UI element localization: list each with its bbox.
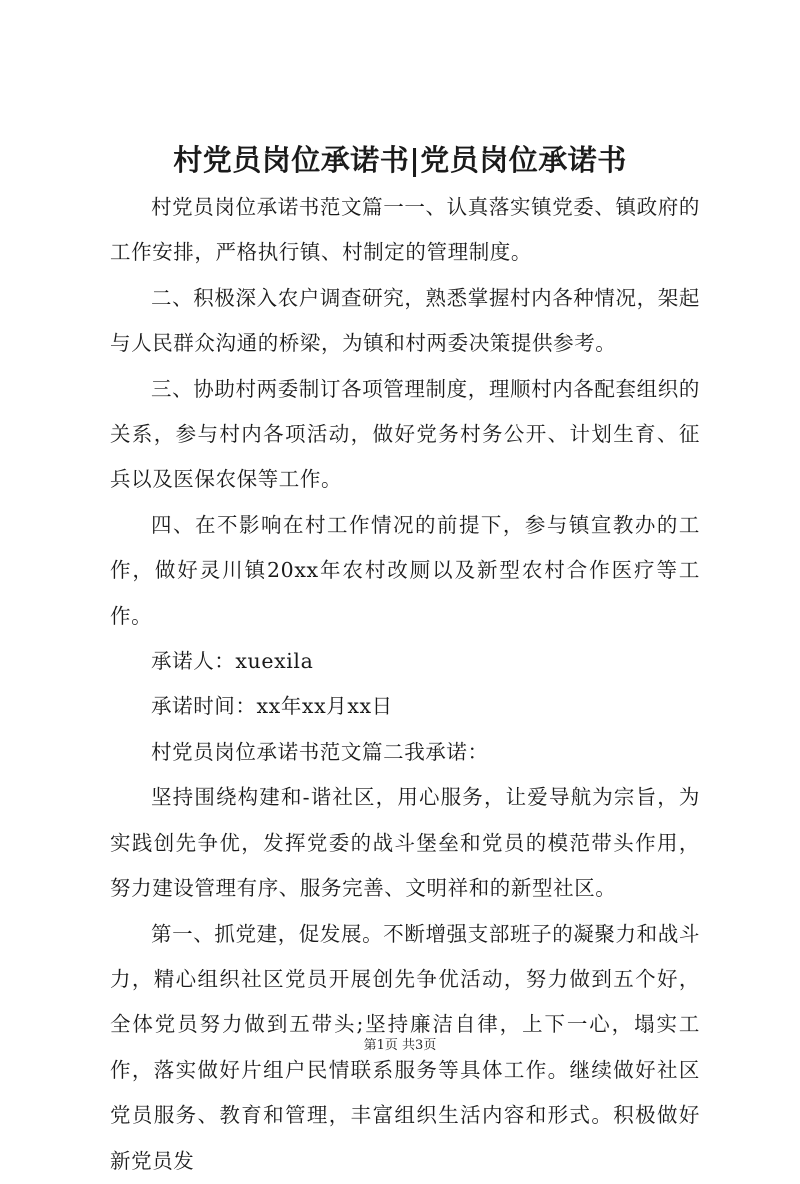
paragraph-3: 三、协助村两委制订各项管理制度，理顺村内各配套组织的关系，参与村内各项活动，做好党务村务公开、计划生育、征兵以及医保农保等工作。 bbox=[110, 376, 700, 492]
paragraph-1: 村党员岗位承诺书范文篇一一、认真落实镇党委、镇政府的工作安排，严格执行镇、村制定的管理制度。 bbox=[110, 195, 700, 265]
paragraph-4: 四、在不影响在村工作情况的前提下，参与镇宣教办的工作，做好灵川镇20xx年农村改厕以及新型农村合作医疗等工作。 bbox=[110, 512, 700, 628]
promisor-line: 承诺人：xuexila bbox=[151, 649, 314, 674]
document-body bbox=[110, 185, 700, 1184]
paragraph-2: 二、积极深入农户调查研究，熟悉掌握村内各种情况，架起与人民群众沟通的桥梁，为镇和村两委决策提供参考。 bbox=[110, 285, 700, 356]
section-two-heading: 村党员岗位承诺书范文篇二我承诺： bbox=[151, 739, 489, 764]
paragraph-6: 第一、抓党建，促发展。不断增强支部班子的凝聚力和战斗力，精心组织社区党员开展创先争优活动，努力做到五个好，全体党员努力做到五带头;坚持廉洁自律，上下一心，塌实工作，落实做好片组户民情联系服务等具体工作。继续做好社区党员服务、教育和管理，丰富组织生活内容和形式。积极做好新党员发 bbox=[110, 921, 700, 1173]
page-number: 第1页 共3页 bbox=[363, 1038, 437, 1053]
promise-date-line: 承诺时间：xx年xx月xx日 bbox=[151, 694, 393, 719]
paragraph-5: 坚持围绕构建和-谐社区，用心服务，让爱导航为宗旨，为实践创先争优，发挥党委的战斗堡垒和党员的模范带头作用，努力建设管理有序、服务完善、文明祥和的新型社区。 bbox=[110, 785, 700, 901]
document-title: 村党员岗位承诺书|党员岗位承诺书 bbox=[173, 143, 627, 177]
